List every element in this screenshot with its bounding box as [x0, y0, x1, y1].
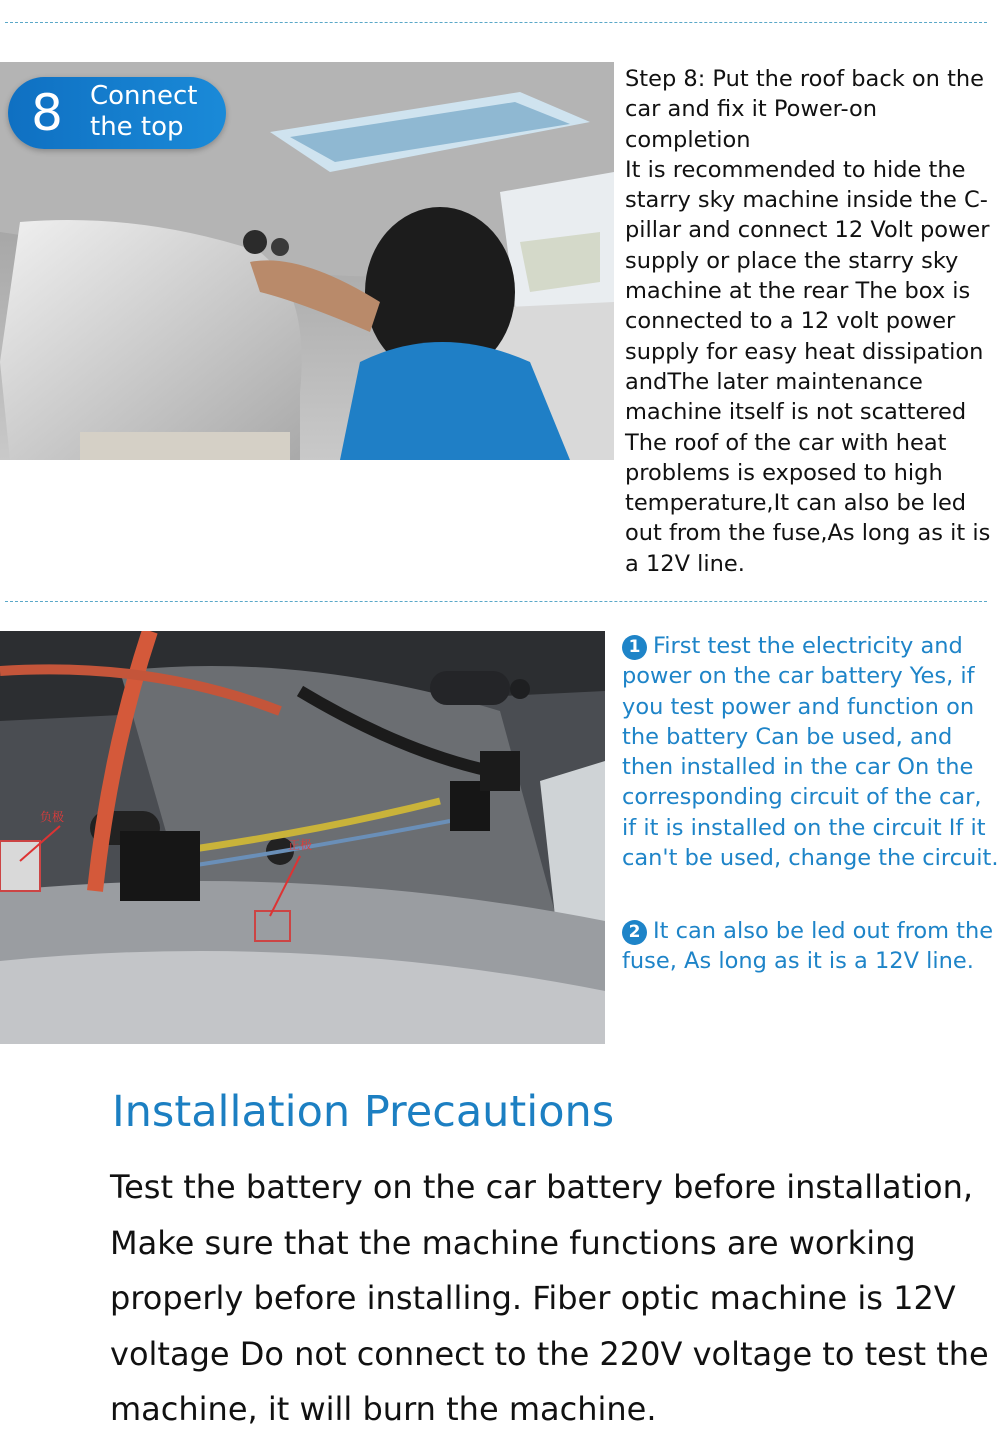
tip-1: [622, 631, 1000, 873]
top-divider: [5, 22, 987, 23]
step-badge: [8, 77, 226, 149]
trunk-wiring-photo: [0, 631, 605, 1044]
step-description: Step 8: Put the roof back on the car and fix it Power-on completion It is recommended to hide the starry sky machine inside the C-pillar and connect 12 Volt power supply or place the starry sky machine at the rear The box is connected to a 12 volt power supply for easy heat dissipation andThe later maintenance machine itself is not scattered The roof of the car with heat problems is exposed to high temperature,It can also be led out from the fuse,As long as it is a 12V line.: [625, 66, 991, 577]
tip-text-1: First test the electricity and power on the car battery Yes, if you test power and function on the battery Can be used, and then installed in the car On the corresponding circuit of the car, if it is installed on the circuit If it can't be used, change the circuit.: [622, 633, 999, 872]
middle-divider: [5, 601, 987, 602]
negative-mark: 负极: [40, 810, 65, 824]
tip-number-2: 2: [622, 920, 647, 945]
step-label: Connect the top: [90, 81, 198, 142]
positive-mark: 正极: [288, 838, 313, 852]
tip-text-2: It can also be led out from the fuse, As long as it is a 12V line.: [622, 918, 994, 975]
precautions-title: Installation Precautions: [112, 1087, 615, 1137]
precautions-body: Test the battery on the car battery before installation, Make sure that the machine functions are working properly before installing. Fiber optic machine is 12V voltage Do not connect to the 220V voltage to test the machine, it will burn the machine.: [110, 1168, 989, 1428]
step-number: 8: [31, 84, 63, 142]
tip-number-1: 1: [622, 635, 647, 660]
tip-2: [622, 916, 1000, 977]
